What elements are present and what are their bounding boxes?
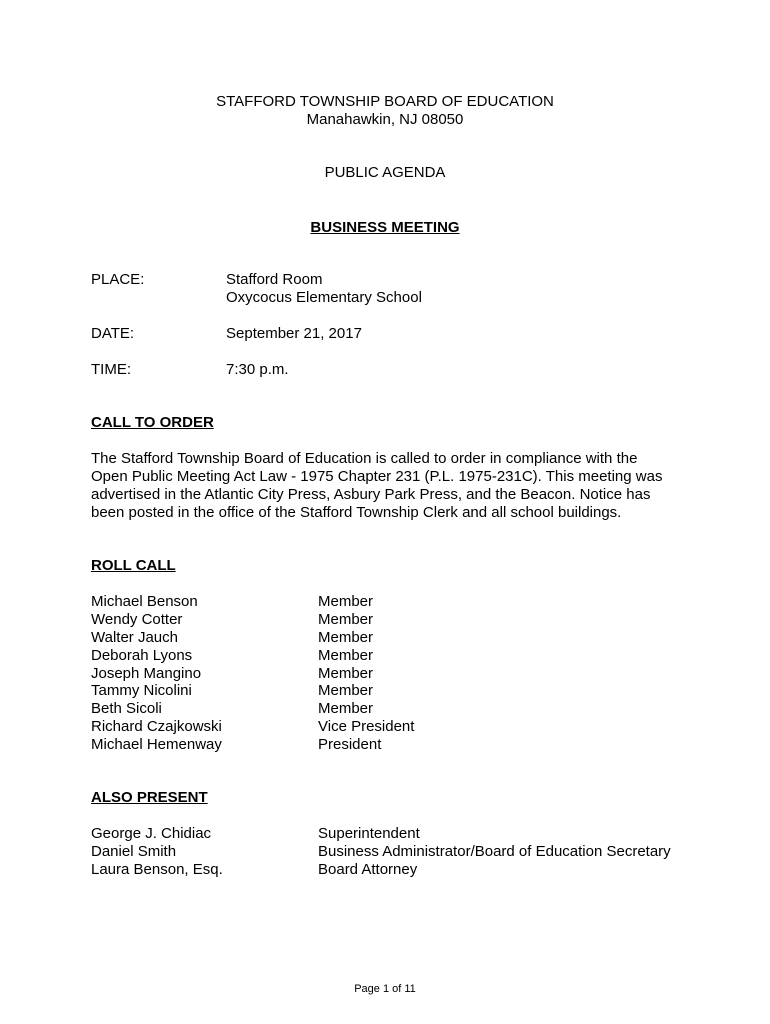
member-role: Member [318,628,374,646]
member-role: Member [318,664,374,682]
attendee-name: Laura Benson, Esq. [91,860,223,878]
also-present-roles [318,825,671,879]
paragraph-line: advertised in the Atlantic City Press, Asbury Park Press, and the Beacon. Notice has [91,485,651,503]
attendee-name: Daniel Smith [91,842,177,860]
agenda-type: PUBLIC AGENDA [324,164,446,181]
member-name: Tammy Nicolini [91,682,192,700]
member-role: Member [318,593,374,610]
member-role: Member [318,682,374,700]
paragraph-line: been posted in the office of the Stafford Township Clerk and all school buildings. [91,503,622,521]
member-role: President [318,736,382,754]
place-line-1: Stafford Room [226,271,323,288]
place-line-2: Oxycocus Elementary School [226,289,422,306]
member-name: Wendy Cotter [91,610,183,628]
date-label: DATE: [91,325,135,342]
member-name: Michael Hemenway [91,736,222,754]
meeting-type-heading: BUSINESS MEETING [310,219,460,236]
time-value: 7:30 p.m. [226,361,289,378]
member-role: Member [318,700,374,718]
page-number: Page 1 of 11 [354,983,416,995]
attendee-name: George J. Chidiac [91,825,212,842]
roll-call-roles [318,593,414,754]
member-name: Richard Czajkowski [91,718,222,736]
attendee-role: Business Administrator/Board of Education Secretary [318,842,671,860]
attendee-role: Superintendent [318,825,420,842]
member-name: Beth Sicoli [91,700,162,718]
roll-call-heading: ROLL CALL [91,557,176,574]
call-to-order-heading: CALL TO ORDER [91,414,214,431]
member-name: Michael Benson [91,593,198,610]
time-label: TIME: [91,361,131,378]
also-present-names [91,825,223,879]
paragraph-line: The Stafford Township Board of Education is called to order in compliance with the [91,450,638,467]
place-label: PLACE: [91,271,145,288]
paragraph-line: Open Public Meeting Act Law - 1975 Chapter 231 (P.L. 1975-231C). This meeting was [91,467,663,485]
date-value: September 21, 2017 [226,325,362,342]
member-name: Walter Jauch [91,628,178,646]
also-present-heading: ALSO PRESENT [91,789,208,806]
organization-location: Manahawkin, NJ 08050 [306,111,464,128]
member-name: Deborah Lyons [91,646,193,664]
roll-call-names [91,593,222,754]
call-to-order-paragraph [91,450,691,522]
member-role: Vice President [318,718,415,736]
attendee-role: Board Attorney [318,860,418,878]
member-role: Member [318,646,374,664]
organization-name: STAFFORD TOWNSHIP BOARD OF EDUCATION [216,93,554,110]
document-header [0,93,770,129]
member-name: Joseph Mangino [91,664,202,682]
member-role: Member [318,610,374,628]
